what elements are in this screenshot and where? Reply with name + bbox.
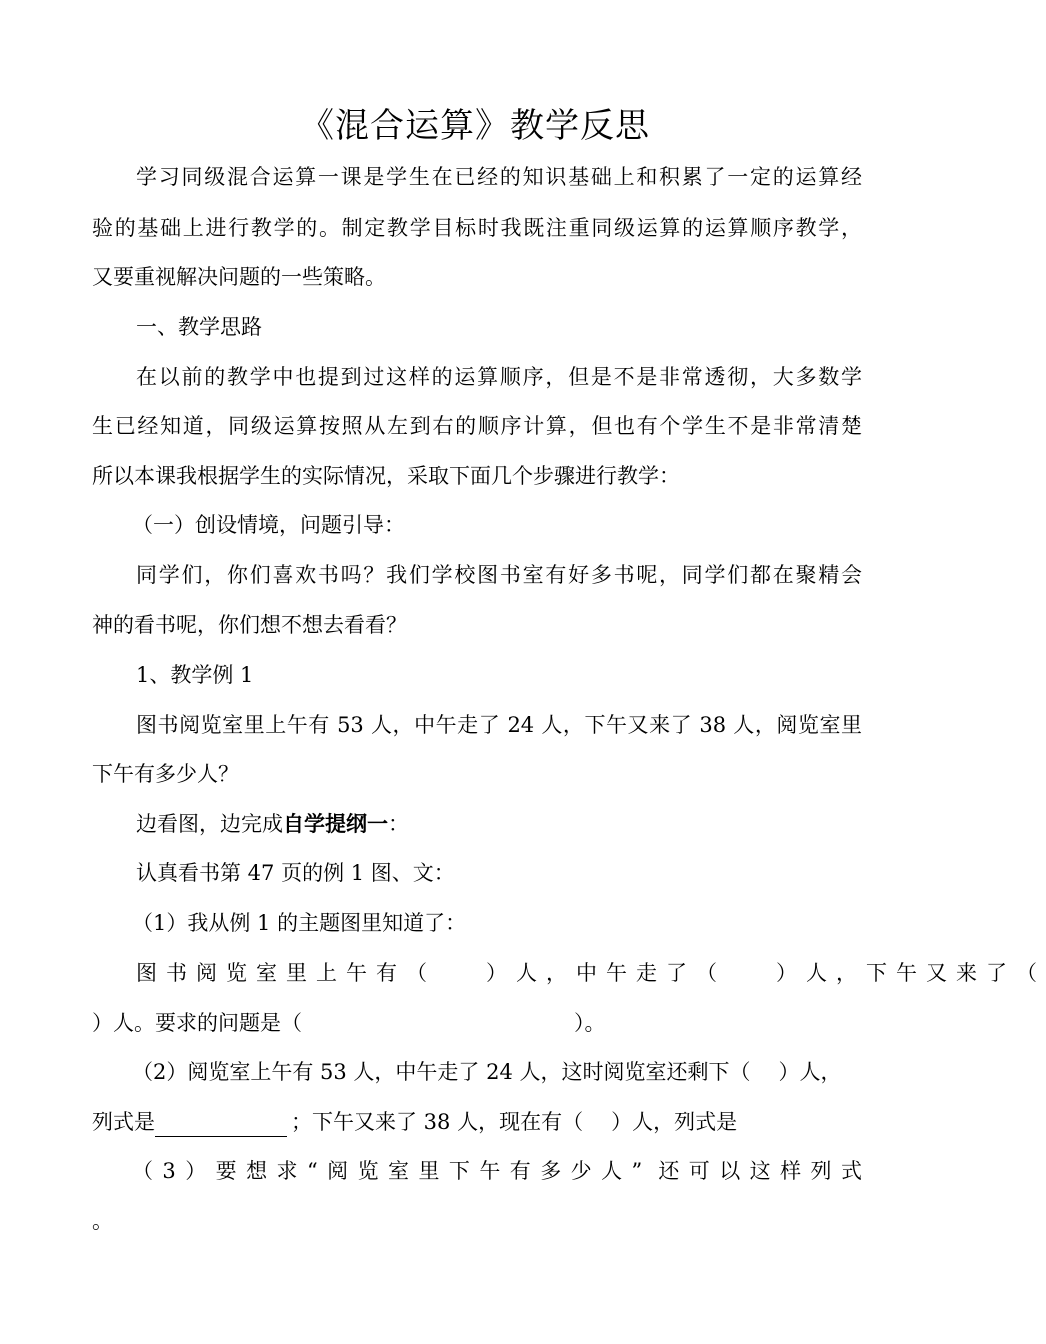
para3-line-2: 神的看书呢，你们想不想去看看？: [92, 613, 407, 637]
document-title: 《混合运算》教学反思: [300, 106, 650, 146]
question-3-line-2: 。: [92, 1209, 113, 1233]
para2-line-1: 在以前的教学中也提到过这样的运算顺序，但是不是非常透彻，大多数学: [136, 365, 862, 389]
para2-line-2: 生已经知道，同级运算按照从左到右的顺序计算，但也有个学生不是非常清楚: [92, 414, 862, 438]
question-1-label: （1）我从例 1 的主题图里知道了：: [132, 911, 467, 935]
outline-instruction: [136, 809, 862, 839]
question-2-line-2: [92, 1107, 862, 1137]
intro-line-1: 学习同级混合运算一课是学生在已经的知识基础上和积累了一定的运算经: [136, 165, 862, 189]
subsection-heading-1: （一）创设情境，问题引导：: [132, 513, 405, 537]
question-1-line-2: [92, 1008, 862, 1038]
question-2-line-1: [132, 1057, 862, 1087]
q2-text-c: 列式是: [92, 1110, 155, 1134]
outline-suffix: ：: [388, 812, 409, 836]
q1-text-e: ）。: [574, 1011, 606, 1035]
example-line-2: 下午有多少人？: [92, 762, 239, 786]
para3-line-1: 同学们，你们喜欢书吗？我们学校图书室有好多书呢，同学们都在聚精会: [136, 563, 862, 587]
intro-line-2: 验的基础上进行教学的。制定教学目标时我既注重同级运算的运算顺序教学，: [92, 216, 862, 240]
section-heading-teaching-approach: 一、教学思路: [136, 315, 262, 339]
intro-line-3: 又要重视解决问题的一些策略。: [92, 265, 386, 289]
blank-expression-underline[interactable]: [155, 1114, 287, 1137]
q2-text-a: （2）阅览室上午有 53 人，中午走了 24 人，这时阅览室还剩下（: [132, 1060, 751, 1084]
q2-text-e: ）人，列式是: [611, 1110, 738, 1134]
question-1-line-1: [136, 958, 1046, 988]
para2-line-3: 所以本课我根据学生的实际情况，采取下面几个步骤进行教学：: [92, 464, 680, 488]
q1-text-a: 图书阅览室里上午有（: [136, 961, 436, 985]
outline-prefix: 边看图，边完成: [136, 812, 283, 836]
question-3-line-1: （3）要想求“阅览室里下午有多少人” 还可以这样列式: [132, 1159, 862, 1183]
q2-text-b: ）人，: [778, 1060, 842, 1084]
outline-read-instruction: 认真看书第 47 页的例 1 图、文：: [136, 861, 455, 885]
example-line-1: 图书阅览室里上午有 53 人，中午走了 24 人，下午又来了 38 人，阅览室里: [136, 713, 862, 737]
q1-text-d: ）人。要求的问题是（: [92, 1011, 302, 1035]
q1-text-c: ）人，下午又来了（: [776, 961, 1046, 985]
outline-bold-label: 自学提纲一: [283, 811, 388, 836]
q2-text-d: ；下午又来了 38 人，现在有（: [291, 1110, 584, 1134]
example-heading: 1、教学例 1: [136, 663, 254, 687]
q1-text-b: ）人，中午走了（: [486, 961, 726, 985]
